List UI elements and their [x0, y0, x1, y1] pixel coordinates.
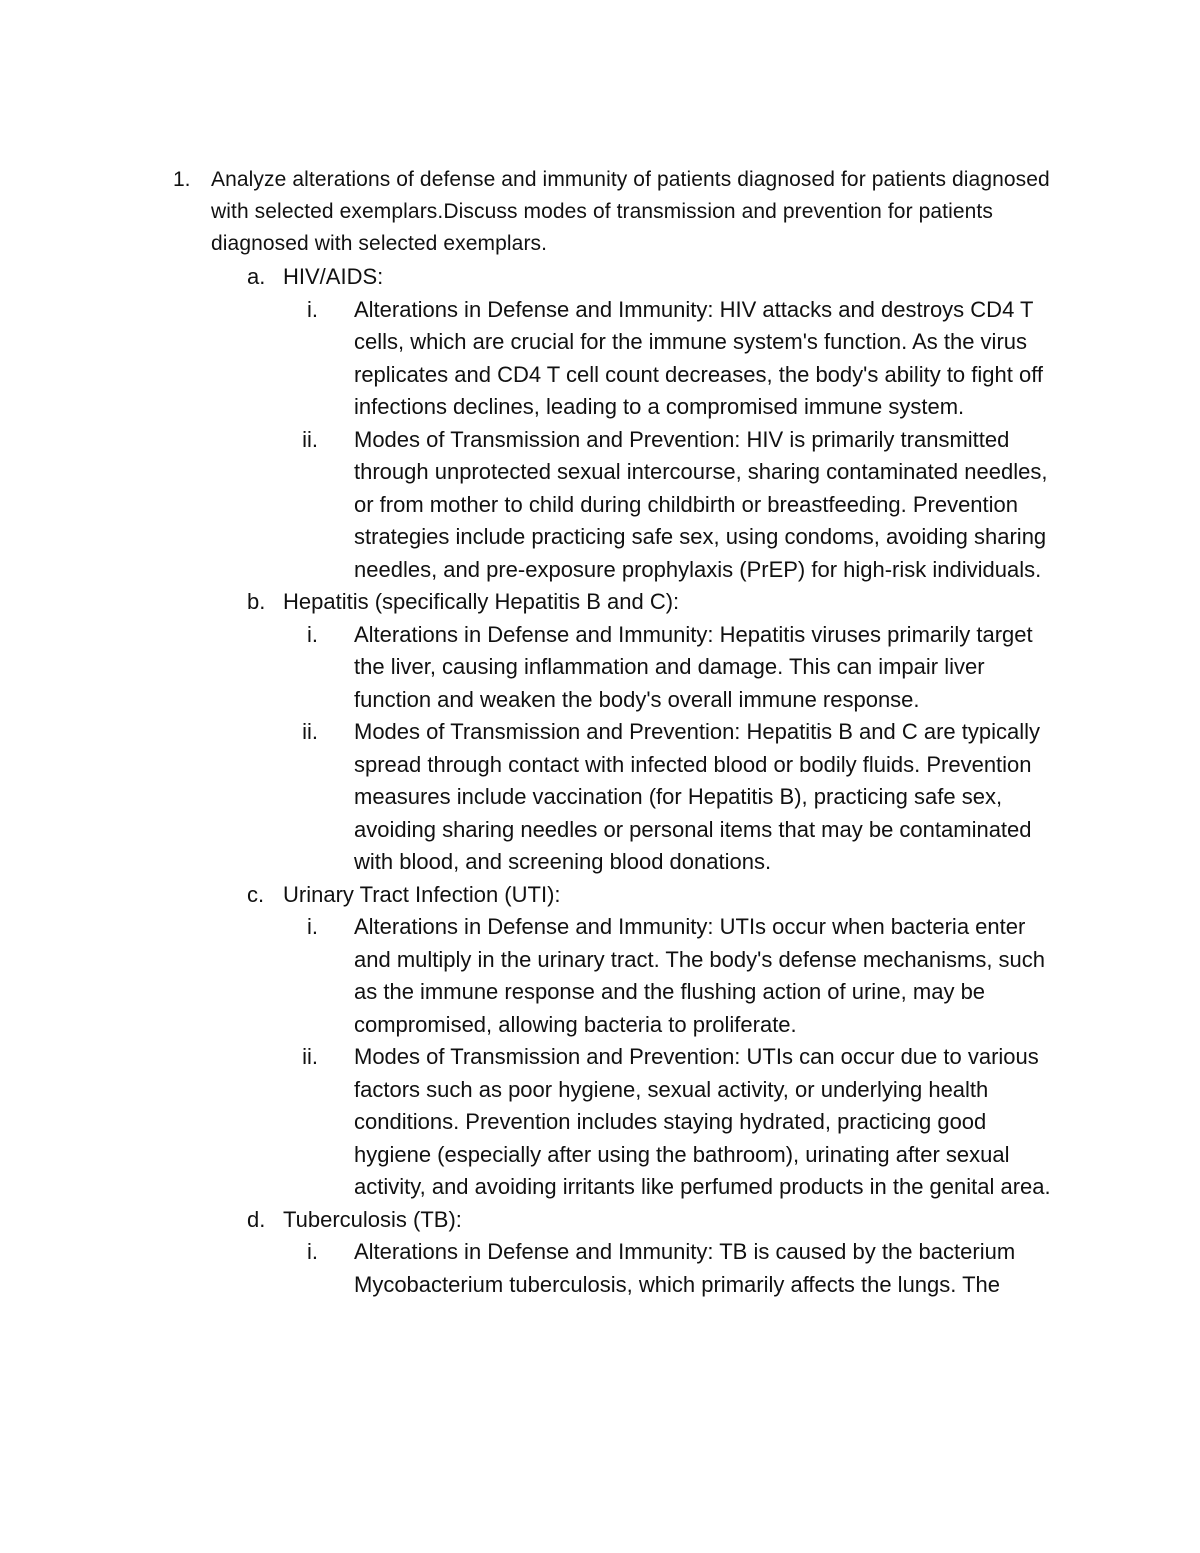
point-numeral: ii. — [302, 1044, 318, 1069]
list-number: 1. — [173, 168, 191, 191]
subitem-uti — [240, 879, 1080, 1204]
point-text: Alterations in Defense and Immunity: Hepatitis viruses primarily target the liver, causing inflammation and damage. This can impair liver function and weaken the body's overall immune response. — [354, 621, 1033, 712]
point-alterations — [240, 294, 1080, 424]
point-numeral: ii. — [302, 426, 318, 452]
point-alterations — [240, 911, 1080, 1041]
point-numeral: ii. — [302, 719, 318, 744]
subitem-title: HIV/AIDS: — [283, 264, 384, 289]
subitem-hiv-aids — [240, 261, 1080, 586]
point-text: Modes of Transmission and Prevention: HIV is primarily transmitted through unprotected sexual intercourse, sharing contaminated needles, or from mother to child during childbirth or breastfeeding. Prevention strategies include practicing safe sex, using condoms, avoiding sharing needles, and pre-exposure prophylaxis (PrEP) for high-risk individuals. — [354, 426, 1048, 582]
point-numeral: i. — [307, 296, 318, 322]
point-alterations — [240, 1236, 1080, 1301]
list-item-text: Analyze alterations of defense and immunity of patients diagnosed for patients diagnosed with selected exemplars.Discuss modes of transmission and prevention for patients diagnosed with selected exemplars. — [211, 168, 1050, 255]
point-numeral: i. — [307, 1239, 318, 1264]
point-text: Alterations in Defense and Immunity: TB is caused by the bacterium Mycobacterium tuberculosis, which primarily affects the lungs. The — [354, 1239, 1016, 1297]
point-transmission — [240, 716, 1080, 879]
point-numeral: i. — [307, 914, 318, 939]
point-numeral: i. — [307, 621, 318, 647]
list-item-1 — [173, 164, 1073, 260]
point-text: Alterations in Defense and Immunity: HIV attacks and destroys CD4 T cells, which are crucial for the immune system's function. As the virus replicates and CD4 T cell count decreases, the body's ability to fight off infections declines, leading to a compromised immune system. — [354, 296, 1044, 419]
point-text: Alterations in Defense and Immunity: UTIs occur when bacteria enter and multiply in the urinary tract. The body's defense mechanisms, such as the immune response and the flushing action of urine, may be compromised, allowing bacteria to proliferate. — [354, 914, 1046, 1037]
point-alterations — [240, 619, 1080, 717]
point-transmission — [240, 424, 1080, 587]
subitem-tuberculosis — [240, 1204, 1080, 1302]
subitem-title: Hepatitis (specifically Hepatitis B and C): — [283, 589, 680, 614]
point-transmission — [240, 1041, 1080, 1204]
subitem-letter: d. — [247, 1206, 266, 1232]
subitem-letter: c. — [247, 881, 265, 907]
sub-list — [240, 261, 1080, 1301]
subitem-title: Urinary Tract Infection (UTI): — [283, 881, 561, 907]
subitem-letter: b. — [247, 589, 266, 614]
point-text: Modes of Transmission and Prevention: UTIs can occur due to various factors such as poor hygiene, sexual activity, or underlying health conditions. Prevention includes staying hydrated, practicing good hygiene (especially after using the bathroom), urinating after sexual activity, and avoiding irritants like perfumed products in the genital area. — [354, 1044, 1051, 1199]
subitem-title: Tuberculosis (TB): — [283, 1206, 462, 1232]
point-text: Modes of Transmission and Prevention: Hepatitis B and C are typically spread through contact with infected blood or bodily fluids. Prevention measures include vaccination (for Hepatitis B), practicing safe sex, avoiding sharing needles or personal items that may be contaminated with blood, and screening blood donations. — [354, 719, 1040, 874]
subitem-hepatitis — [240, 586, 1080, 879]
subitem-letter: a. — [247, 264, 266, 289]
